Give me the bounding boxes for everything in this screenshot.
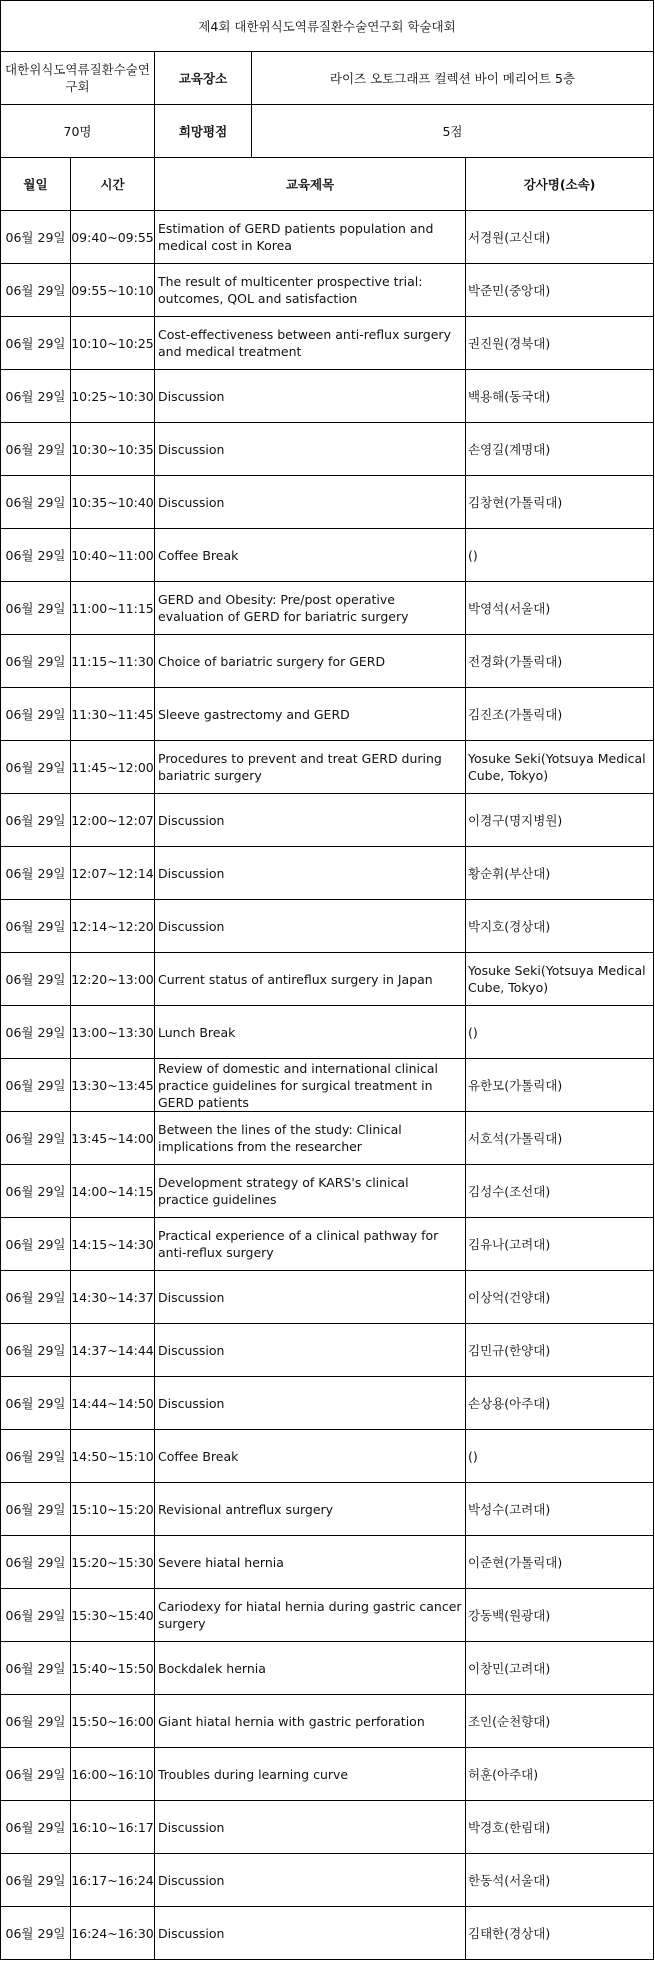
header-month-day: 월일 xyxy=(1,158,71,210)
table-row xyxy=(0,1165,654,1218)
session-speaker: 박성수(고려대) xyxy=(466,1483,654,1535)
session-date: 06월 29일 xyxy=(1,582,71,634)
session-date: 06월 29일 xyxy=(1,370,71,422)
session-date: 06월 29일 xyxy=(1,423,71,475)
session-date: 06월 29일 xyxy=(1,1006,71,1058)
session-date: 06월 29일 xyxy=(1,1536,71,1588)
table-row xyxy=(0,1536,654,1589)
session-date: 06월 29일 xyxy=(1,1324,71,1376)
table-row xyxy=(0,847,654,900)
table-row xyxy=(0,211,654,264)
info-row-venue xyxy=(0,52,654,105)
table-row xyxy=(0,635,654,688)
table-header-row xyxy=(0,158,654,211)
table-row xyxy=(0,1006,654,1059)
capacity-cell: 70명 xyxy=(1,105,155,157)
session-date: 06월 29일 xyxy=(1,1907,71,1959)
session-title: Discussion xyxy=(155,1377,466,1429)
table-row xyxy=(0,688,654,741)
session-title: Coffee Break xyxy=(155,1430,466,1482)
session-date: 06월 29일 xyxy=(1,211,71,263)
table-row xyxy=(0,1695,654,1748)
session-time: 13:00~13:30 xyxy=(71,1006,155,1058)
session-speaker: 강동백(원광대) xyxy=(466,1589,654,1641)
session-title: Estimation of GERD patients population and medical cost in Korea xyxy=(155,211,466,263)
session-title: Discussion xyxy=(155,370,466,422)
session-speaker: 허훈(아주대) xyxy=(466,1748,654,1800)
session-title: Discussion xyxy=(155,847,466,899)
session-speaker: () xyxy=(466,529,654,581)
table-row xyxy=(0,953,654,1006)
table-row xyxy=(0,1271,654,1324)
session-speaker: 한동석(서울대) xyxy=(466,1854,654,1906)
session-title: Coffee Break xyxy=(155,529,466,581)
session-speaker: 이준현(가톨릭대) xyxy=(466,1536,654,1588)
header-speaker: 강사명(소속) xyxy=(466,158,654,210)
session-date: 06월 29일 xyxy=(1,1854,71,1906)
session-speaker: 손영길(계명대) xyxy=(466,423,654,475)
session-speaker: 김유나(고려대) xyxy=(466,1218,654,1270)
session-time: 12:20~13:00 xyxy=(71,953,155,1005)
session-title: Review of domestic and international clinical practice guidelines for surgical treatment in GERD patients xyxy=(155,1059,466,1111)
session-date: 06월 29일 xyxy=(1,1801,71,1853)
session-speaker: 서호석(가톨릭대) xyxy=(466,1112,654,1164)
header-title: 교육제목 xyxy=(155,158,466,210)
session-speaker: 서경원(고신대) xyxy=(466,211,654,263)
table-row xyxy=(0,370,654,423)
session-time: 15:40~15:50 xyxy=(71,1642,155,1694)
session-time: 16:17~16:24 xyxy=(71,1854,155,1906)
session-date: 06월 29일 xyxy=(1,1059,71,1111)
session-time: 10:30~10:35 xyxy=(71,423,155,475)
session-speaker: 이경구(명지병원) xyxy=(466,794,654,846)
session-speaker: 조인(순천향대) xyxy=(466,1695,654,1747)
event-title: 제4회 대한위식도역류질환수술연구회 학술대회 xyxy=(1,1,654,51)
table-row xyxy=(0,1324,654,1377)
session-date: 06월 29일 xyxy=(1,1430,71,1482)
table-row xyxy=(0,1642,654,1695)
session-speaker: 박준민(중앙대) xyxy=(466,264,654,316)
table-row xyxy=(0,1748,654,1801)
session-date: 06월 29일 xyxy=(1,900,71,952)
table-row xyxy=(0,794,654,847)
session-title: Discussion xyxy=(155,1907,466,1959)
session-date: 06월 29일 xyxy=(1,688,71,740)
session-time: 12:07~12:14 xyxy=(71,847,155,899)
session-speaker: 유한모(가톨릭대) xyxy=(466,1059,654,1111)
session-date: 06월 29일 xyxy=(1,1748,71,1800)
session-speaker: 황순휘(부산대) xyxy=(466,847,654,899)
session-time: 10:40~11:00 xyxy=(71,529,155,581)
session-date: 06월 29일 xyxy=(1,529,71,581)
session-date: 06월 29일 xyxy=(1,1589,71,1641)
session-time: 09:40~09:55 xyxy=(71,211,155,263)
session-speaker: 김창현(가톨릭대) xyxy=(466,476,654,528)
session-speaker: 박지호(경상대) xyxy=(466,900,654,952)
session-title: Discussion xyxy=(155,476,466,528)
table-row xyxy=(0,1430,654,1483)
session-time: 14:37~14:44 xyxy=(71,1324,155,1376)
credit-value: 5점 xyxy=(252,105,654,157)
session-title: Severe hiatal hernia xyxy=(155,1536,466,1588)
session-title: Between the lines of the study: Clinical implications from the researcher xyxy=(155,1112,466,1164)
session-speaker: Yosuke Seki(Yotsuya Medical Cube, Tokyo) xyxy=(466,953,654,1005)
session-date: 06월 29일 xyxy=(1,1218,71,1270)
session-time: 12:00~12:07 xyxy=(71,794,155,846)
venue-label: 교육장소 xyxy=(155,52,252,104)
session-time: 16:24~16:30 xyxy=(71,1907,155,1959)
session-date: 06월 29일 xyxy=(1,1695,71,1747)
session-time: 16:00~16:10 xyxy=(71,1748,155,1800)
session-title: Discussion xyxy=(155,900,466,952)
session-date: 06월 29일 xyxy=(1,635,71,687)
session-time: 15:50~16:00 xyxy=(71,1695,155,1747)
session-title: Discussion xyxy=(155,1854,466,1906)
session-time: 15:20~15:30 xyxy=(71,1536,155,1588)
session-title: Choice of bariatric surgery for GERD xyxy=(155,635,466,687)
session-time: 14:15~14:30 xyxy=(71,1218,155,1270)
session-speaker: 이상억(건양대) xyxy=(466,1271,654,1323)
session-speaker: 김민규(한양대) xyxy=(466,1324,654,1376)
table-row xyxy=(0,317,654,370)
table-row xyxy=(0,1589,654,1642)
table-row xyxy=(0,1218,654,1271)
table-row xyxy=(0,1377,654,1430)
session-date: 06월 29일 xyxy=(1,794,71,846)
session-speaker: 전경화(가톨릭대) xyxy=(466,635,654,687)
session-time: 15:30~15:40 xyxy=(71,1589,155,1641)
table-row xyxy=(0,1112,654,1165)
session-speaker: 박영석(서울대) xyxy=(466,582,654,634)
session-time: 11:30~11:45 xyxy=(71,688,155,740)
session-speaker: 손상용(아주대) xyxy=(466,1377,654,1429)
table-row xyxy=(0,900,654,953)
session-time: 14:30~14:37 xyxy=(71,1271,155,1323)
session-date: 06월 29일 xyxy=(1,317,71,369)
session-date: 06월 29일 xyxy=(1,1165,71,1217)
header-time: 시간 xyxy=(71,158,155,210)
session-time: 11:45~12:00 xyxy=(71,741,155,793)
table-row xyxy=(0,1801,654,1854)
session-speaker: () xyxy=(466,1430,654,1482)
session-speaker: 이창민(고려대) xyxy=(466,1642,654,1694)
session-time: 13:45~14:00 xyxy=(71,1112,155,1164)
organizer-cell: 대한위식도역류질환수술연구회 xyxy=(1,52,155,104)
session-date: 06월 29일 xyxy=(1,1271,71,1323)
session-title: Discussion xyxy=(155,1271,466,1323)
session-time: 09:55~10:10 xyxy=(71,264,155,316)
session-speaker: 김성수(조선대) xyxy=(466,1165,654,1217)
table-row xyxy=(0,264,654,317)
table-row xyxy=(0,423,654,476)
credit-label: 희망평점 xyxy=(155,105,252,157)
session-date: 06월 29일 xyxy=(1,1642,71,1694)
session-speaker: 권진원(경북대) xyxy=(466,317,654,369)
session-time: 14:00~14:15 xyxy=(71,1165,155,1217)
table-row xyxy=(0,741,654,794)
session-title: Giant hiatal hernia with gastric perforation xyxy=(155,1695,466,1747)
session-speaker: Yosuke Seki(Yotsuya Medical Cube, Tokyo) xyxy=(466,741,654,793)
session-title: Lunch Break xyxy=(155,1006,466,1058)
session-speaker: 김진조(가톨릭대) xyxy=(466,688,654,740)
table-row xyxy=(0,1907,654,1960)
info-row-credit xyxy=(0,105,654,158)
session-time: 11:15~11:30 xyxy=(71,635,155,687)
session-date: 06월 29일 xyxy=(1,1377,71,1429)
session-speaker: 백용해(동국대) xyxy=(466,370,654,422)
session-time: 11:00~11:15 xyxy=(71,582,155,634)
session-time: 10:35~10:40 xyxy=(71,476,155,528)
session-title: Development strategy of KARS's clinical practice guidelines xyxy=(155,1165,466,1217)
table-row xyxy=(0,1059,654,1112)
session-title: Discussion xyxy=(155,423,466,475)
session-title: Bockdalek hernia xyxy=(155,1642,466,1694)
session-time: 12:14~12:20 xyxy=(71,900,155,952)
session-title: Cariodexy for hiatal hernia during gastric cancer surgery xyxy=(155,1589,466,1641)
session-date: 06월 29일 xyxy=(1,953,71,1005)
session-time: 14:44~14:50 xyxy=(71,1377,155,1429)
table-row xyxy=(0,1483,654,1536)
session-time: 13:30~13:45 xyxy=(71,1059,155,1111)
title-row xyxy=(0,0,654,52)
session-time: 15:10~15:20 xyxy=(71,1483,155,1535)
session-title: Discussion xyxy=(155,1801,466,1853)
session-title: Procedures to prevent and treat GERD during bariatric surgery xyxy=(155,741,466,793)
session-date: 06월 29일 xyxy=(1,1112,71,1164)
table-row xyxy=(0,582,654,635)
session-date: 06월 29일 xyxy=(1,476,71,528)
session-title: Practical experience of a clinical pathway for anti-reflux surgery xyxy=(155,1218,466,1270)
session-title: Revisional antreflux surgery xyxy=(155,1483,466,1535)
session-date: 06월 29일 xyxy=(1,741,71,793)
session-title: GERD and Obesity: Pre/post operative evaluation of GERD for bariatric surgery xyxy=(155,582,466,634)
session-time: 10:25~10:30 xyxy=(71,370,155,422)
session-table-body xyxy=(0,211,654,1960)
session-date: 06월 29일 xyxy=(1,264,71,316)
session-time: 16:10~16:17 xyxy=(71,1801,155,1853)
session-title: The result of multicenter prospective trial: outcomes, QOL and satisfaction xyxy=(155,264,466,316)
session-speaker: 김태한(경상대) xyxy=(466,1907,654,1959)
table-row xyxy=(0,529,654,582)
table-row xyxy=(0,1854,654,1907)
session-title: Troubles during learning curve xyxy=(155,1748,466,1800)
venue-value: 라이즈 오토그래프 컬렉션 바이 메리어트 5층 xyxy=(252,52,654,104)
session-title: Cost-effectiveness between anti-reflux surgery and medical treatment xyxy=(155,317,466,369)
session-title: Discussion xyxy=(155,794,466,846)
session-title: Discussion xyxy=(155,1324,466,1376)
session-time: 14:50~15:10 xyxy=(71,1430,155,1482)
session-title: Current status of antireflux surgery in Japan xyxy=(155,953,466,1005)
session-speaker: () xyxy=(466,1006,654,1058)
session-speaker: 박경호(한림대) xyxy=(466,1801,654,1853)
session-date: 06월 29일 xyxy=(1,1483,71,1535)
session-title: Sleeve gastrectomy and GERD xyxy=(155,688,466,740)
table-row xyxy=(0,476,654,529)
session-date: 06월 29일 xyxy=(1,847,71,899)
session-time: 10:10~10:25 xyxy=(71,317,155,369)
